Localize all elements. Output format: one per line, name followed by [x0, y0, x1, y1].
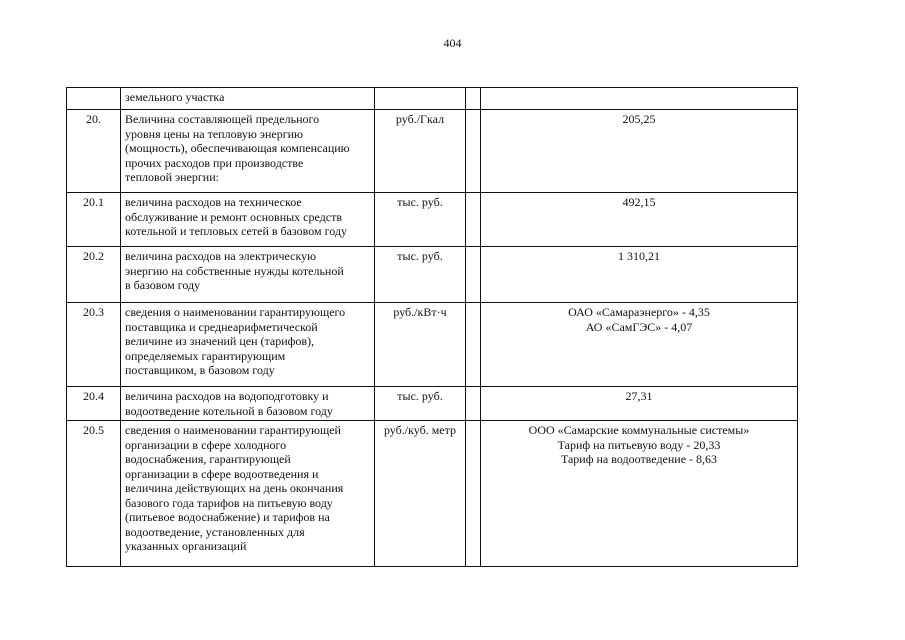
tariff-table [66, 87, 798, 567]
row-unit: тыс. руб. [375, 247, 466, 303]
value-line: ООО «Самарские коммунальные системы» [528, 423, 750, 437]
description-line: тепловой энергии: [125, 170, 219, 184]
table-body [67, 88, 798, 567]
row-description [121, 421, 375, 567]
description-line: котельной и тепловых сетей в базовом году [125, 224, 347, 238]
table-row [67, 421, 798, 567]
description-line: величина расходов на электрическую [125, 249, 317, 263]
row-number: 20. [67, 110, 121, 193]
description-line: энергию на собственные нужды котельной [125, 263, 344, 278]
table-row [67, 88, 798, 110]
row-value [481, 303, 798, 387]
row-value [481, 387, 798, 421]
row-unit [375, 88, 466, 110]
row-unit: руб./Гкал [375, 110, 466, 193]
row-number: 20.1 [67, 193, 121, 247]
spacer-column [466, 387, 481, 421]
description-line: в базовом году [125, 278, 201, 292]
description-line: величина расходов на техническое [125, 195, 302, 209]
page-number: 404 [443, 36, 462, 50]
description-line: обслуживание и ремонт основных средств [125, 209, 343, 224]
value-line: ОАО «Самараэнерго» - 4,35 [568, 305, 710, 319]
row-value [481, 247, 798, 303]
description-line: организации в сфере холодного [125, 437, 287, 452]
spacer-column [466, 193, 481, 247]
row-description [121, 110, 375, 193]
value-line: Тариф на водоотведение - 8,63 [560, 452, 718, 466]
row-unit: руб./куб. метр [375, 421, 466, 567]
spacer-column [466, 421, 481, 567]
description-line: земельного участка [125, 90, 225, 104]
row-number: 20.2 [67, 247, 121, 303]
description-line: определяемых гарантирующим [125, 348, 286, 363]
description-line: Величина составляющей предельного [125, 112, 320, 126]
value-line: 1 310,21 [618, 249, 660, 263]
row-description [121, 193, 375, 247]
row-description [121, 88, 375, 110]
row-number [67, 88, 121, 110]
description-line: водоотведение котельной в базовом году [125, 403, 333, 418]
row-unit: руб./кВт·ч [375, 303, 466, 387]
table-row [67, 387, 798, 421]
description-line: величина расходов на водоподготовку и [125, 389, 329, 403]
value-line: 27,31 [625, 389, 653, 403]
row-description [121, 303, 375, 387]
row-number: 20.4 [67, 387, 121, 421]
table-row [67, 193, 798, 247]
spacer-column [466, 88, 481, 110]
value-line: 492,15 [622, 195, 656, 209]
spacer-column [466, 303, 481, 387]
description-line: указанных организаций [125, 539, 247, 553]
row-value [481, 110, 798, 193]
description-line: поставщика и среднеарифметической [125, 319, 318, 334]
value-line: АО «СамГЭС» - 4,07 [585, 319, 693, 334]
description-line: базового года тарифов на питьевую воду [125, 495, 333, 510]
row-number: 20.5 [67, 421, 121, 567]
value-line: 205,25 [622, 112, 656, 126]
description-line: сведения о наименовании гарантирующего [125, 305, 346, 319]
row-description [121, 387, 375, 421]
description-line: водоснабжения, гарантирующей [125, 452, 291, 466]
row-number: 20.3 [67, 303, 121, 387]
spacer-column [466, 247, 481, 303]
row-value [481, 193, 798, 247]
description-line: уровня цены на тепловую энергию [125, 126, 303, 141]
table-row [67, 247, 798, 303]
value-line: Тариф на питьевую воду - 20,33 [557, 437, 721, 452]
row-value [481, 421, 798, 567]
row-description [121, 247, 375, 303]
row-unit: тыс. руб. [375, 193, 466, 247]
spacer-column [466, 110, 481, 193]
table-row [67, 303, 798, 387]
row-value [481, 88, 798, 110]
description-line: прочих расходов при производстве [125, 155, 304, 170]
description-line: (мощность), обеспечивающая компенсацию [125, 141, 350, 155]
row-unit: тыс. руб. [375, 387, 466, 421]
description-line: поставщиком, в базовом году [125, 363, 275, 377]
description-line: сведения о наименовании гарантирующей [125, 423, 341, 437]
table-row [67, 110, 798, 193]
description-line: величине из значений цен (тарифов), [125, 334, 315, 348]
description-line: водоотведение, установленных для [125, 524, 305, 539]
description-line: (питьевое водоснабжение) и тарифов на [125, 510, 330, 524]
description-line: величина действующих на день окончания [125, 481, 344, 495]
description-line: организации в сфере водоотведения и [125, 466, 319, 481]
